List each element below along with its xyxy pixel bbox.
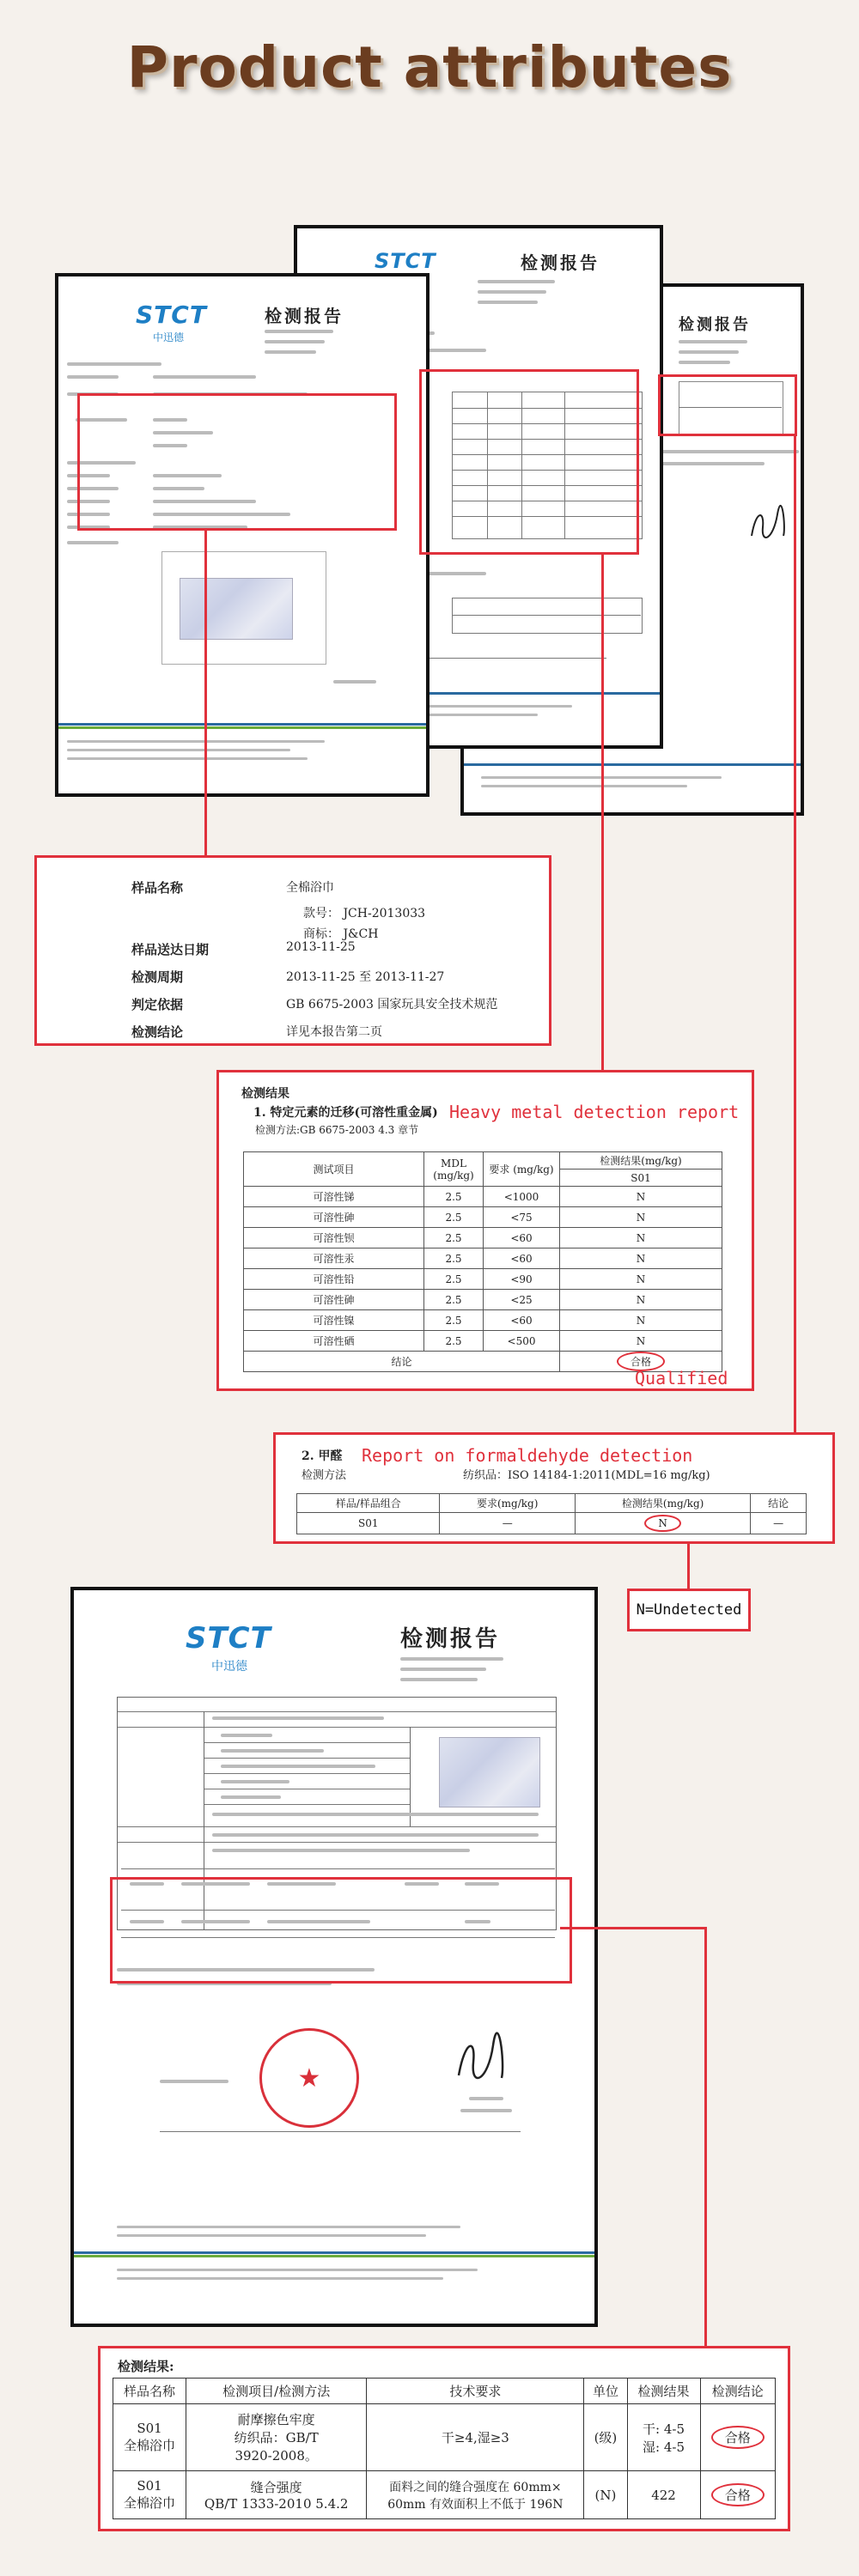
table-row bbox=[244, 1290, 722, 1310]
hm-cell: <60 bbox=[484, 1228, 560, 1249]
hm-cell: N bbox=[560, 1207, 722, 1228]
table-row bbox=[113, 2404, 776, 2471]
sample-summary-box bbox=[34, 855, 551, 1046]
formaldehyde-annotation: Report on formaldehyde detection bbox=[362, 1445, 693, 1466]
table-row bbox=[244, 1249, 722, 1269]
summary-label-5: 判定依据 bbox=[131, 997, 184, 1012]
hm-header-mdl: MDL (mg/kg) bbox=[424, 1152, 484, 1187]
connector-results bbox=[560, 1927, 706, 1929]
hm-cell: 2.5 bbox=[424, 1331, 484, 1352]
connector-results-down bbox=[704, 1927, 707, 2346]
hm-cell: <500 bbox=[484, 1331, 560, 1352]
table-row bbox=[244, 1207, 722, 1228]
hm-conclusion-value: 合格 bbox=[617, 1352, 665, 1371]
summary-label-4: 检测周期 bbox=[131, 969, 184, 985]
bt-cell: 耐摩擦色牢度 纺织品：GB/T 3920-2008。 bbox=[186, 2404, 367, 2471]
hm-cell: 2.5 bbox=[424, 1249, 484, 1269]
bt-cell: 干≥4,湿≥3 bbox=[367, 2404, 584, 2471]
hm-header-item: 测试项目 bbox=[244, 1152, 424, 1187]
towel-sample-photo-4 bbox=[439, 1737, 540, 1807]
stamp-star-icon: ★ bbox=[297, 2063, 321, 2093]
table-row bbox=[244, 1228, 722, 1249]
bt-header: 样品名称 bbox=[113, 2379, 186, 2404]
bt-cell: 缝合强度 QB/T 1333-2010 5.4.2 bbox=[186, 2471, 367, 2519]
highlight-box-formaldehyde bbox=[658, 374, 797, 436]
official-stamp bbox=[259, 2028, 359, 2128]
hm-cell: <75 bbox=[484, 1207, 560, 1228]
signature-4 bbox=[452, 2028, 512, 2088]
fd-cell: — bbox=[440, 1513, 575, 1534]
heavy-metal-annotation: Heavy metal detection report bbox=[449, 1102, 740, 1122]
hm-cell: N bbox=[560, 1331, 722, 1352]
hm-cell: 2.5 bbox=[424, 1290, 484, 1310]
summary-value-6: 详见本报告第二页 bbox=[286, 1025, 382, 1039]
report-title-1: 检测报告 bbox=[265, 306, 344, 326]
bt-cell: (N) bbox=[584, 2471, 627, 2519]
highlight-box-heavy-metal bbox=[419, 369, 639, 555]
hm-cell: <25 bbox=[484, 1290, 560, 1310]
bt-cell: S01 全棉浴巾 bbox=[113, 2404, 186, 2471]
bottom-results-table bbox=[113, 2378, 776, 2519]
formaldehyde-box bbox=[273, 1432, 835, 1544]
summary-value-3: 2013-11-25 bbox=[286, 940, 356, 954]
fd-header: 要求(mg/kg) bbox=[440, 1494, 575, 1513]
hm-cell: 可溶性锑 bbox=[244, 1187, 424, 1207]
hm-cell: N bbox=[560, 1249, 722, 1269]
bt-conclusion: 合格 bbox=[711, 2483, 765, 2506]
bt-conclusion: 合格 bbox=[711, 2426, 765, 2449]
signature-3 bbox=[747, 501, 790, 544]
summary-label-0: 样品名称 bbox=[131, 880, 184, 896]
connector-formaldehyde bbox=[794, 436, 796, 1432]
heavy-metal-table bbox=[243, 1151, 722, 1372]
hm-cell: N bbox=[560, 1290, 722, 1310]
hm-cell: 2.5 bbox=[424, 1187, 484, 1207]
bottom-results-section: 检测结果: bbox=[118, 2359, 174, 2374]
hm-cell: 可溶性镍 bbox=[244, 1310, 424, 1331]
formaldehyde-table bbox=[296, 1493, 807, 1534]
hm-cell: 可溶性硒 bbox=[244, 1331, 424, 1352]
bt-header: 检测项目/检测方法 bbox=[186, 2379, 367, 2404]
hm-cell: N bbox=[560, 1187, 722, 1207]
bt-cell: 干: 4-5 湿: 4-5 bbox=[627, 2404, 700, 2471]
hm-cell: <1000 bbox=[484, 1187, 560, 1207]
bt-cell: 面料之间的缝合强度在 60mm× 60mm 有效面积上不低于 196N bbox=[367, 2471, 584, 2519]
bt-header: 检测结论 bbox=[700, 2379, 775, 2404]
undetected-note: N=Undetected bbox=[636, 1601, 742, 1619]
summary-value-2: 商标： J&CH bbox=[303, 927, 379, 941]
stct-logo-2: STCT bbox=[375, 249, 436, 273]
formaldehyde-method-value: 纺织品：ISO 14184-1:2011(MDL=16 mg/kg) bbox=[463, 1469, 710, 1482]
hm-cell: 可溶性砷 bbox=[244, 1207, 424, 1228]
summary-label-3: 样品送达日期 bbox=[131, 942, 210, 957]
undetected-note-box bbox=[627, 1589, 751, 1631]
hm-cell: 2.5 bbox=[424, 1310, 484, 1331]
bt-cell: (级) bbox=[584, 2404, 627, 2471]
bt-header: 检测结果 bbox=[627, 2379, 700, 2404]
table-row bbox=[113, 2471, 776, 2519]
heavy-metal-heading: 1. 特定元素的迁移(可溶性重金属) bbox=[253, 1106, 438, 1120]
summary-value-5: GB 6675-2003 国家玩具安全技术规范 bbox=[286, 998, 498, 1012]
bt-cell: S01 全棉浴巾 bbox=[113, 2471, 186, 2519]
hm-cell: 可溶性铅 bbox=[244, 1269, 424, 1290]
formaldehyde-heading: 2. 甲醛 bbox=[302, 1449, 343, 1463]
hm-header-result: 检测结果(mg/kg) bbox=[560, 1152, 722, 1170]
connector-heavy-metal bbox=[601, 555, 604, 1070]
table-row bbox=[244, 1269, 722, 1290]
highlight-box-results bbox=[110, 1877, 572, 1984]
stct-logo-4: STCT bbox=[186, 1621, 271, 1656]
summary-value-0: 全棉浴巾 bbox=[286, 881, 334, 895]
fd-header: 检测结果(mg/kg) bbox=[575, 1494, 750, 1513]
fd-cell: — bbox=[751, 1513, 807, 1534]
table-row bbox=[297, 1513, 807, 1534]
summary-label-6: 检测结论 bbox=[131, 1024, 184, 1040]
hm-cell: 2.5 bbox=[424, 1228, 484, 1249]
hm-cell: <60 bbox=[484, 1249, 560, 1269]
summary-value-4: 2013-11-25 至 2013-11-27 bbox=[286, 970, 445, 984]
formaldehyde-method-label: 检测方法 bbox=[302, 1469, 347, 1482]
hm-cell: 可溶性汞 bbox=[244, 1249, 424, 1269]
hm-header-req: 要求 (mg/kg) bbox=[484, 1152, 560, 1187]
hm-cell: <90 bbox=[484, 1269, 560, 1290]
sample-photo-frame-1 bbox=[161, 551, 326, 665]
hm-cell: N bbox=[560, 1228, 722, 1249]
hm-cell: 可溶性钡 bbox=[244, 1228, 424, 1249]
hm-cell: <60 bbox=[484, 1310, 560, 1331]
report-title-4: 检测报告 bbox=[400, 1626, 501, 1652]
bottom-results-box bbox=[98, 2346, 790, 2531]
fd-cell-result: N bbox=[644, 1515, 681, 1532]
heavy-metal-method: 检测方法:GB 6675-2003 4.3 章节 bbox=[255, 1124, 419, 1136]
table-row bbox=[244, 1310, 722, 1331]
stct-logo-sub-1: 中迅德 bbox=[153, 331, 185, 343]
bt-header: 技术要求 bbox=[367, 2379, 584, 2404]
hm-cell: N bbox=[560, 1269, 722, 1290]
bt-cell: 422 bbox=[627, 2471, 700, 2519]
towel-sample-photo-1 bbox=[180, 578, 293, 640]
hm-cell: 2.5 bbox=[424, 1269, 484, 1290]
hm-cell: N bbox=[560, 1310, 722, 1331]
hm-cell: 可溶性砷 bbox=[244, 1290, 424, 1310]
report-title-2: 检测报告 bbox=[521, 252, 600, 273]
table-row bbox=[244, 1331, 722, 1352]
fd-header: 样品/样品组合 bbox=[297, 1494, 440, 1513]
fd-header: 结论 bbox=[751, 1494, 807, 1513]
summary-value-1: 款号： JCH-2013033 bbox=[303, 907, 426, 920]
hm-conclusion-label: 结论 bbox=[244, 1352, 560, 1372]
stct-logo-sub-4: 中迅德 bbox=[211, 1660, 247, 1674]
fd-cell: S01 bbox=[297, 1513, 440, 1534]
stct-logo-1: STCT bbox=[136, 301, 207, 329]
highlight-box-sample-info bbox=[77, 393, 397, 531]
report-title-3: 检测报告 bbox=[679, 316, 751, 334]
connector-sample-info bbox=[204, 531, 207, 855]
page-title: Product attributes bbox=[126, 34, 733, 100]
hm-cell: 2.5 bbox=[424, 1207, 484, 1228]
connector-undetected bbox=[687, 1544, 690, 1589]
report-page-1 bbox=[55, 273, 430, 797]
heavy-metal-section: 检测结果 bbox=[241, 1087, 289, 1101]
heavy-metal-box bbox=[216, 1070, 754, 1391]
bt-header: 单位 bbox=[584, 2379, 627, 2404]
qualified-note: Qualified bbox=[635, 1368, 728, 1388]
hm-header-sample: S01 bbox=[560, 1170, 722, 1187]
table-row bbox=[244, 1187, 722, 1207]
